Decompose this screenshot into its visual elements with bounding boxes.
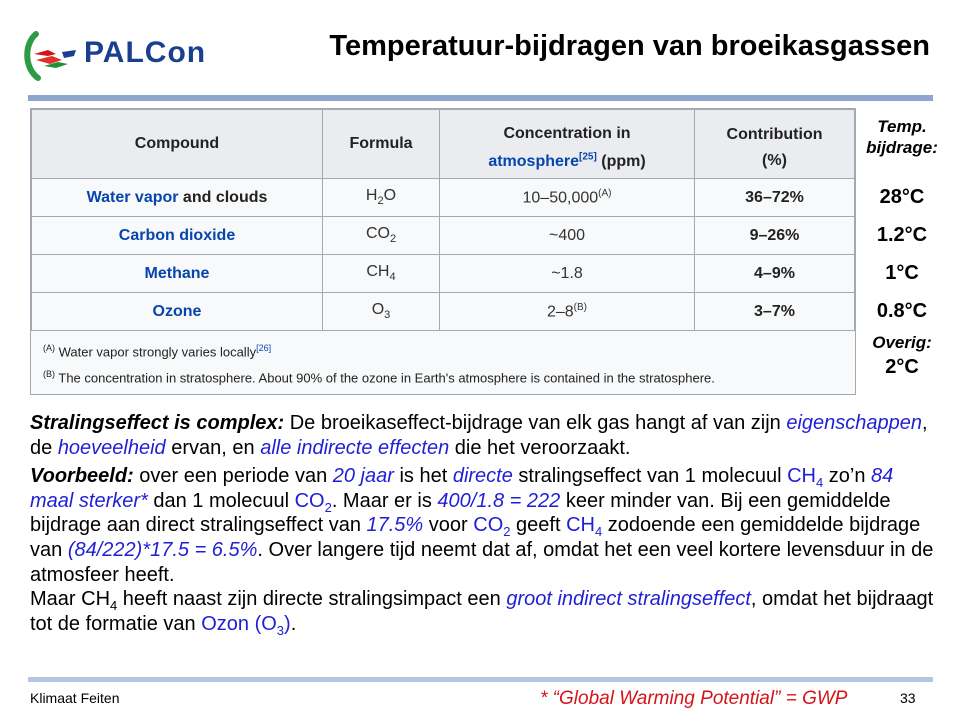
text: , de <box>30 412 928 459</box>
text: , omdat het bijdraagt tot de formatie van <box>30 588 934 635</box>
compound-link[interactable]: Carbon dioxide <box>118 226 236 244</box>
header-contribution-unit: (%) <box>762 152 787 169</box>
atmosphere-link[interactable]: atmosphere <box>488 152 580 170</box>
formula: CO <box>294 489 325 512</box>
compound-name-tail: and clouds <box>178 188 268 206</box>
table-header-row <box>32 110 855 179</box>
highlight: groot indirect stralingseffect <box>506 588 751 611</box>
concentration-cell <box>440 293 695 331</box>
concentration-value: 10–50,000 <box>522 189 599 207</box>
paragraph-complex <box>30 411 940 460</box>
compound-name <box>32 217 323 255</box>
formula-cell <box>323 217 440 255</box>
contribution-cell: 3–7% <box>695 293 855 331</box>
formula-sub: 4 <box>389 271 396 284</box>
page-title: Temperatuur-bijdragen van broeikasgassen <box>329 30 930 62</box>
highlight: 17.5% <box>366 514 424 537</box>
formula-base: CO <box>365 225 390 243</box>
paragraph-indirect <box>30 587 940 636</box>
formula: CO <box>473 514 504 537</box>
text: . Maar er is <box>331 489 438 512</box>
compound-name <box>32 255 323 293</box>
text: zodoende een gemiddelde bijdrage van <box>30 514 921 561</box>
table-row <box>32 179 855 217</box>
logo-hands-icon <box>22 26 82 86</box>
formula-cell <box>323 179 440 217</box>
contribution-cell: 36–72% <box>695 179 855 217</box>
highlight: directe <box>452 465 513 488</box>
table-row <box>32 293 855 331</box>
logo-text: PALCon <box>84 36 207 69</box>
text: geeft <box>510 514 567 537</box>
temp-heading <box>862 116 942 158</box>
page-number: 33 <box>900 690 916 706</box>
formula-sub: 2 <box>503 524 511 540</box>
temp-contribution-column <box>862 116 942 378</box>
lead: Voorbeeld: <box>30 465 134 488</box>
highlight: hoeveelheid <box>57 436 166 459</box>
formula-base: CH <box>366 263 390 281</box>
table-row <box>32 255 855 293</box>
concentration-cell: ~1.8 <box>440 255 695 293</box>
temp-other-value: 2°C <box>885 356 919 378</box>
formula-base: H <box>365 187 378 205</box>
note-mark: (B) <box>43 369 55 380</box>
text: voor <box>423 514 474 537</box>
formula: CH <box>787 465 816 488</box>
temp-value-ozone: 0.8°C <box>876 300 928 322</box>
formula-sub: 2 <box>389 233 397 246</box>
temp-heading-line1: Temp. <box>877 117 927 136</box>
compound-name <box>32 293 323 331</box>
text: . <box>290 612 297 635</box>
temp-heading-line2: bijdrage: <box>866 138 938 157</box>
temp-value-co2: 1.2°C <box>876 224 928 246</box>
header-compound: Compound <box>32 110 323 179</box>
title-divider <box>28 95 933 101</box>
palcon-logo <box>22 26 212 86</box>
header-concentration-line1: Concentration in <box>503 125 631 143</box>
formula-tail: O <box>383 187 397 205</box>
formula: Ozon (O <box>201 612 277 635</box>
formula-sub: 4 <box>110 598 118 614</box>
concentration-value: 2–8 <box>546 303 574 321</box>
compound-name <box>32 179 323 217</box>
note-b <box>43 363 843 389</box>
concentration-cell <box>440 179 695 217</box>
text: stralingseffect van 1 molecuul <box>512 465 788 488</box>
table-notes <box>43 337 843 390</box>
formula-sub: 2 <box>324 499 332 515</box>
contribution-cell: 4–9% <box>695 255 855 293</box>
note-mark: (A) <box>43 343 55 353</box>
highlight: 84 maal sterker* <box>30 465 894 512</box>
highlight: 20 jaar <box>332 465 394 488</box>
atmosphere-ref[interactable]: [25] <box>579 151 597 163</box>
note-a <box>43 337 843 363</box>
footer-title: Klimaat Feiten <box>30 690 120 706</box>
paragraph-example <box>30 464 940 587</box>
note-ref[interactable]: [26] <box>256 343 272 353</box>
formula-sub: 4 <box>594 524 603 540</box>
lead: Stralingseffect is complex: <box>30 412 285 434</box>
text: De broeikaseffect-bijdrage van elk gas hangt af van zijn <box>284 412 787 434</box>
gwp-footnote: * “Global Warming Potential” = GWP <box>540 688 848 709</box>
compound-table <box>31 109 855 331</box>
text: die het veroorzaakt. <box>449 436 631 459</box>
concentration-cell: ~400 <box>440 217 695 255</box>
text: ervan, en <box>165 436 261 459</box>
table-row <box>32 217 855 255</box>
header-concentration <box>440 110 695 179</box>
text: Maar CH <box>30 588 111 611</box>
header-contribution <box>695 110 855 179</box>
formula-sub: 4 <box>815 475 824 491</box>
formula-cell <box>323 255 440 293</box>
contribution-cell: 9–26% <box>695 217 855 255</box>
greenhouse-gas-table <box>30 108 856 395</box>
temp-value-methane: 1°C <box>885 262 919 284</box>
temp-value-water: 28°C <box>879 186 925 208</box>
explanation-text <box>30 411 940 636</box>
formula-sub: 2 <box>377 195 384 208</box>
concentration-note: (A) <box>598 187 612 199</box>
footer-divider <box>28 677 933 682</box>
formula-sub: 3 <box>384 309 391 322</box>
formula-base: O <box>371 301 385 319</box>
highlight: 400/1.8 = 222 <box>437 489 561 512</box>
text: zo’n <box>823 465 872 488</box>
text: . Over langere tijd neemt dat af, omdat het een veel kortere levensduur in de atmosfeer heeft. <box>30 538 934 586</box>
text: over een periode van <box>133 465 333 488</box>
text: dan 1 molecuul <box>147 489 295 512</box>
formula: CH <box>566 514 595 537</box>
text: is het <box>393 465 453 488</box>
header-contribution-line1: Contribution <box>726 126 823 143</box>
compound-link[interactable]: Methane <box>144 264 210 282</box>
concentration-note: (B) <box>573 301 588 313</box>
formula-sub: 3 <box>276 622 285 638</box>
note-text: The concentration in stratosphere. About 90% of the ozone in Earth's atmosphere is contained in the stratosphere. <box>55 370 715 386</box>
compound-link[interactable]: Water vapor <box>86 188 179 206</box>
formula-cell <box>323 293 440 331</box>
temp-other-label: Overig: <box>872 333 932 352</box>
text: heeft naast zijn directe stralingsimpact een <box>117 588 507 611</box>
text: keer minder van. Bij een gemiddelde bijdrage aan direct stralingseffect van <box>30 489 891 537</box>
header-formula: Formula <box>323 110 440 179</box>
formula: ) <box>284 612 291 635</box>
highlight: (84/222)*17.5 = 6.5% <box>67 538 258 561</box>
note-text: Water vapor strongly varies locally <box>55 344 257 360</box>
highlight: alle indirecte effecten <box>260 436 450 459</box>
highlight: eigenschappen <box>786 412 923 434</box>
compound-link[interactable]: Ozone <box>152 302 202 320</box>
header-concentration-unit: (ppm) <box>596 152 646 170</box>
